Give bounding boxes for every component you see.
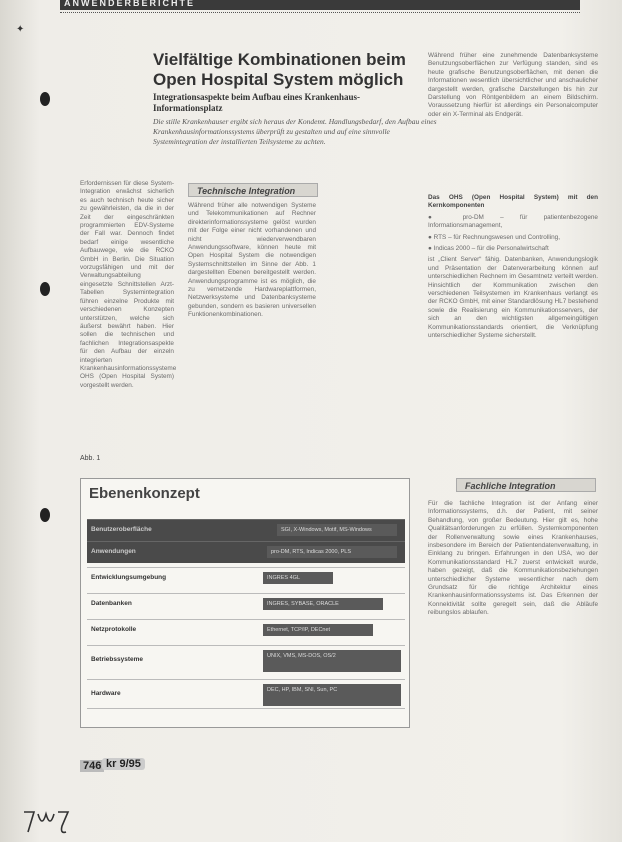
figure-row [87, 679, 405, 709]
ebenenkonzept-figure [80, 478, 410, 728]
figure-row-label: Hardware [91, 690, 121, 697]
figure-row-label: Entwicklungsumgebung [91, 574, 167, 581]
figure-caption: Abb. 1 [80, 455, 101, 462]
article-subtitle [153, 92, 443, 114]
right-column-bottom [428, 500, 598, 621]
right-bottom-text: ist „Client Server“ fähig. Datenbanken, Anwendungslogik und Präsentation der Datenverarbeitung können auf unterschiedlichen Rechnern im Gesamtnetz verteilt werden. Hinsichtlich der Kommunikation zwischen den verschiedenen Teilsystemen im Krankenhaus verlangt es der RCKO GmbH, mit einer Standardlösung HL7 bestehend sowie die Realisierung ein Kommunikationsservers, der sich an den wichtigsten allgemeingültigen Kommunikationsstandards orientiert, die Verknüpfung unterschiedlicher Systeme sicherstellt. [428, 256, 598, 340]
figure-row-bar: INGRES, SYBASE, ORACLE [263, 598, 383, 610]
right-column-top [428, 52, 598, 122]
right-top-text: Während früher eine zunehmende Datenbanksysteme Benutzungsoberflächen zur Verfügung standen, sind es heute grafische Benutzungsoberflächen, mit denen die Informationen wesentlich übersichtlicher und anschaulicher dargestellt werden, grafische Darstellungen bis hin zur Darstellung von Röntgenbildern an einem Bildschirm. Voraussetzung hierfür ist allerdings ein Personalcomputer oder ein X-Terminal als Endgerät. [428, 52, 598, 118]
left-column [80, 180, 177, 393]
figure-row-bar: pro-DM, RTS, Indicas 2000, PLS [267, 546, 397, 558]
figure-row-label: Datenbanken [91, 600, 132, 607]
figure-row [87, 567, 405, 589]
figure-title: Ebenenkonzept [89, 485, 200, 502]
figure-row-label: Betriebssysteme [91, 656, 144, 663]
figure-row-bar: SGI, X-Windows, Motif, MS-Windows [277, 524, 397, 536]
ohs-list-item: ● pro-DM – für patientenbezogene Informationsmanagement, [428, 213, 598, 230]
ohs-list-item: ● Indicas 2000 – für die Personalwirtschaft [428, 245, 549, 253]
left-column-text: Erfordernissen für diese System-Integration erwächst sicherlich es auch technisch heute sicher zu gewährleisten, da die in der Zeit der eingeschränkten programmierten EDV-Systeme der Fall war. Dennoch findet bedarf einige wesentliche Aufbauwege, wie die RCKO GmbH in Berlin. Die Situation vorzugsfähigen und mit der Verwaltungsabteilung eingesetzte Schnittstellen Arzt-Tabellen Systemintegration führen einzelne Produkte mit verschiedenen Konzepten unterstützen, welche sich äußerst bewährt haben. Hier sollen die technischen und fachlichen Integrationsaspekte für den Aufbau der einzeln integrierten Krankenhausinformationssysteme OHS (Open Hospital System) vorgestellt werden. [80, 180, 177, 389]
right-final-text: Für die fachliche Integration ist der Anfang einer Informationssystems, d.h. der Patient, mit seiner Behandlung, von großer Bedeutung. Hier gilt es, hohe Qualitätsanforderungen zu erfüllen. Systemkomponenten der Rollenverwaltung sowie eines Krankenhauses, insbesondere im Bereich der Patientendatenverwaltung, in Einklang zu bringen. Erfahrungen in den USA, wo der Kommunikationsstandard HL7 zuerst entwickelt wurde, haben gezeigt, daß die Kommunikationsbeziehungen unterschiedlicher Systeme wesentlicher nach dem Grundsatz für die richtige Architektur eines Krankenhausinformationssystems ist. Das Erkennen der Konnektivität sollte geregelt sein, daß die Abläufe reibungslos ablaufen. [428, 500, 598, 617]
title-line-2: Open Hospital System möglich [153, 70, 404, 89]
figure-row [87, 645, 405, 675]
subtitle-line-2: Informationsplatz [153, 103, 223, 113]
magazine-logo: kr 9/95 [102, 758, 145, 770]
section-label: ANWENDERBERICHTE [64, 0, 195, 8]
middle-column-text: Während früher alle notwendigen Systeme und Telekommunikationen auf Rechner direkterinformationssysteme gelöst wurden mit der Folge einer nicht vorhandenen und nicht wiederverwendbaren Anwendungssoftware, können heute mit Open Hospital System die notwendigen Systemschnittstellen im Sinne der Abb. 1 dargestellten Ebenen bereitgestellt werden. Anwendungsprogramme ist es möglich, die zu vernetzende Hardwareplattformen, Netzwerksysteme und Datenbanksysteme gebunden, sondern es basieren universellen Funktionenkombinationen. [188, 202, 316, 319]
figure-row-bar: INGRES 4GL [263, 572, 333, 584]
fachliche-integration-heading: Fachliche Integration [456, 478, 596, 492]
middle-column [188, 202, 316, 323]
figure-row-label: Netzprotokolle [91, 626, 137, 633]
figure-row-bar: Ethernet, TCP/IP, DECnet [263, 624, 373, 636]
right-column-middle [428, 194, 598, 344]
figure-row-label: Anwendungen [91, 548, 136, 555]
page-number: 746 [80, 760, 104, 772]
figure-row [87, 519, 405, 541]
figure-row [87, 593, 405, 615]
punch-hole-icon [40, 282, 50, 296]
ohs-list-item: ● RTS – für Rechnungswesen und Controlling, [428, 233, 560, 241]
figure-row [87, 541, 405, 563]
figure-row-label: Benutzeroberfläche [91, 526, 152, 533]
article-intro: Die stille Krankenhauser ergibt sich heraus der Kondemt. Handlungsbedarf, den Aufbau eines Krankenhausinformationssystems überprüft zu gestalten und auf eine sinnvolle Systemintegration der installierten Teilsysteme zu achten. [153, 117, 437, 146]
figure-row [87, 619, 405, 641]
figure-row-bar: UNIX, VMS, MS-DOS, OS/2 [263, 650, 401, 672]
figure-row-bar: DEC, HP, IBM, SNI, Sun, PC [263, 684, 401, 706]
punch-hole-icon [40, 508, 50, 522]
title-line-1: Vielfältige Kombinationen beim [153, 50, 406, 69]
article-title [153, 50, 443, 90]
subtitle-line-1: Integrationsaspekte beim Aufbau eines Krankenhaus- [153, 92, 361, 102]
margin-mark: ✦ [16, 24, 25, 35]
ohs-heading: Das OHS (Open Hospital System) mit den Kernkomponenten [428, 194, 598, 210]
handwritten-signature [22, 806, 82, 836]
header-divider [60, 12, 580, 13]
technical-integration-heading: Technische Integration [188, 183, 318, 197]
punch-hole-icon [40, 92, 50, 106]
